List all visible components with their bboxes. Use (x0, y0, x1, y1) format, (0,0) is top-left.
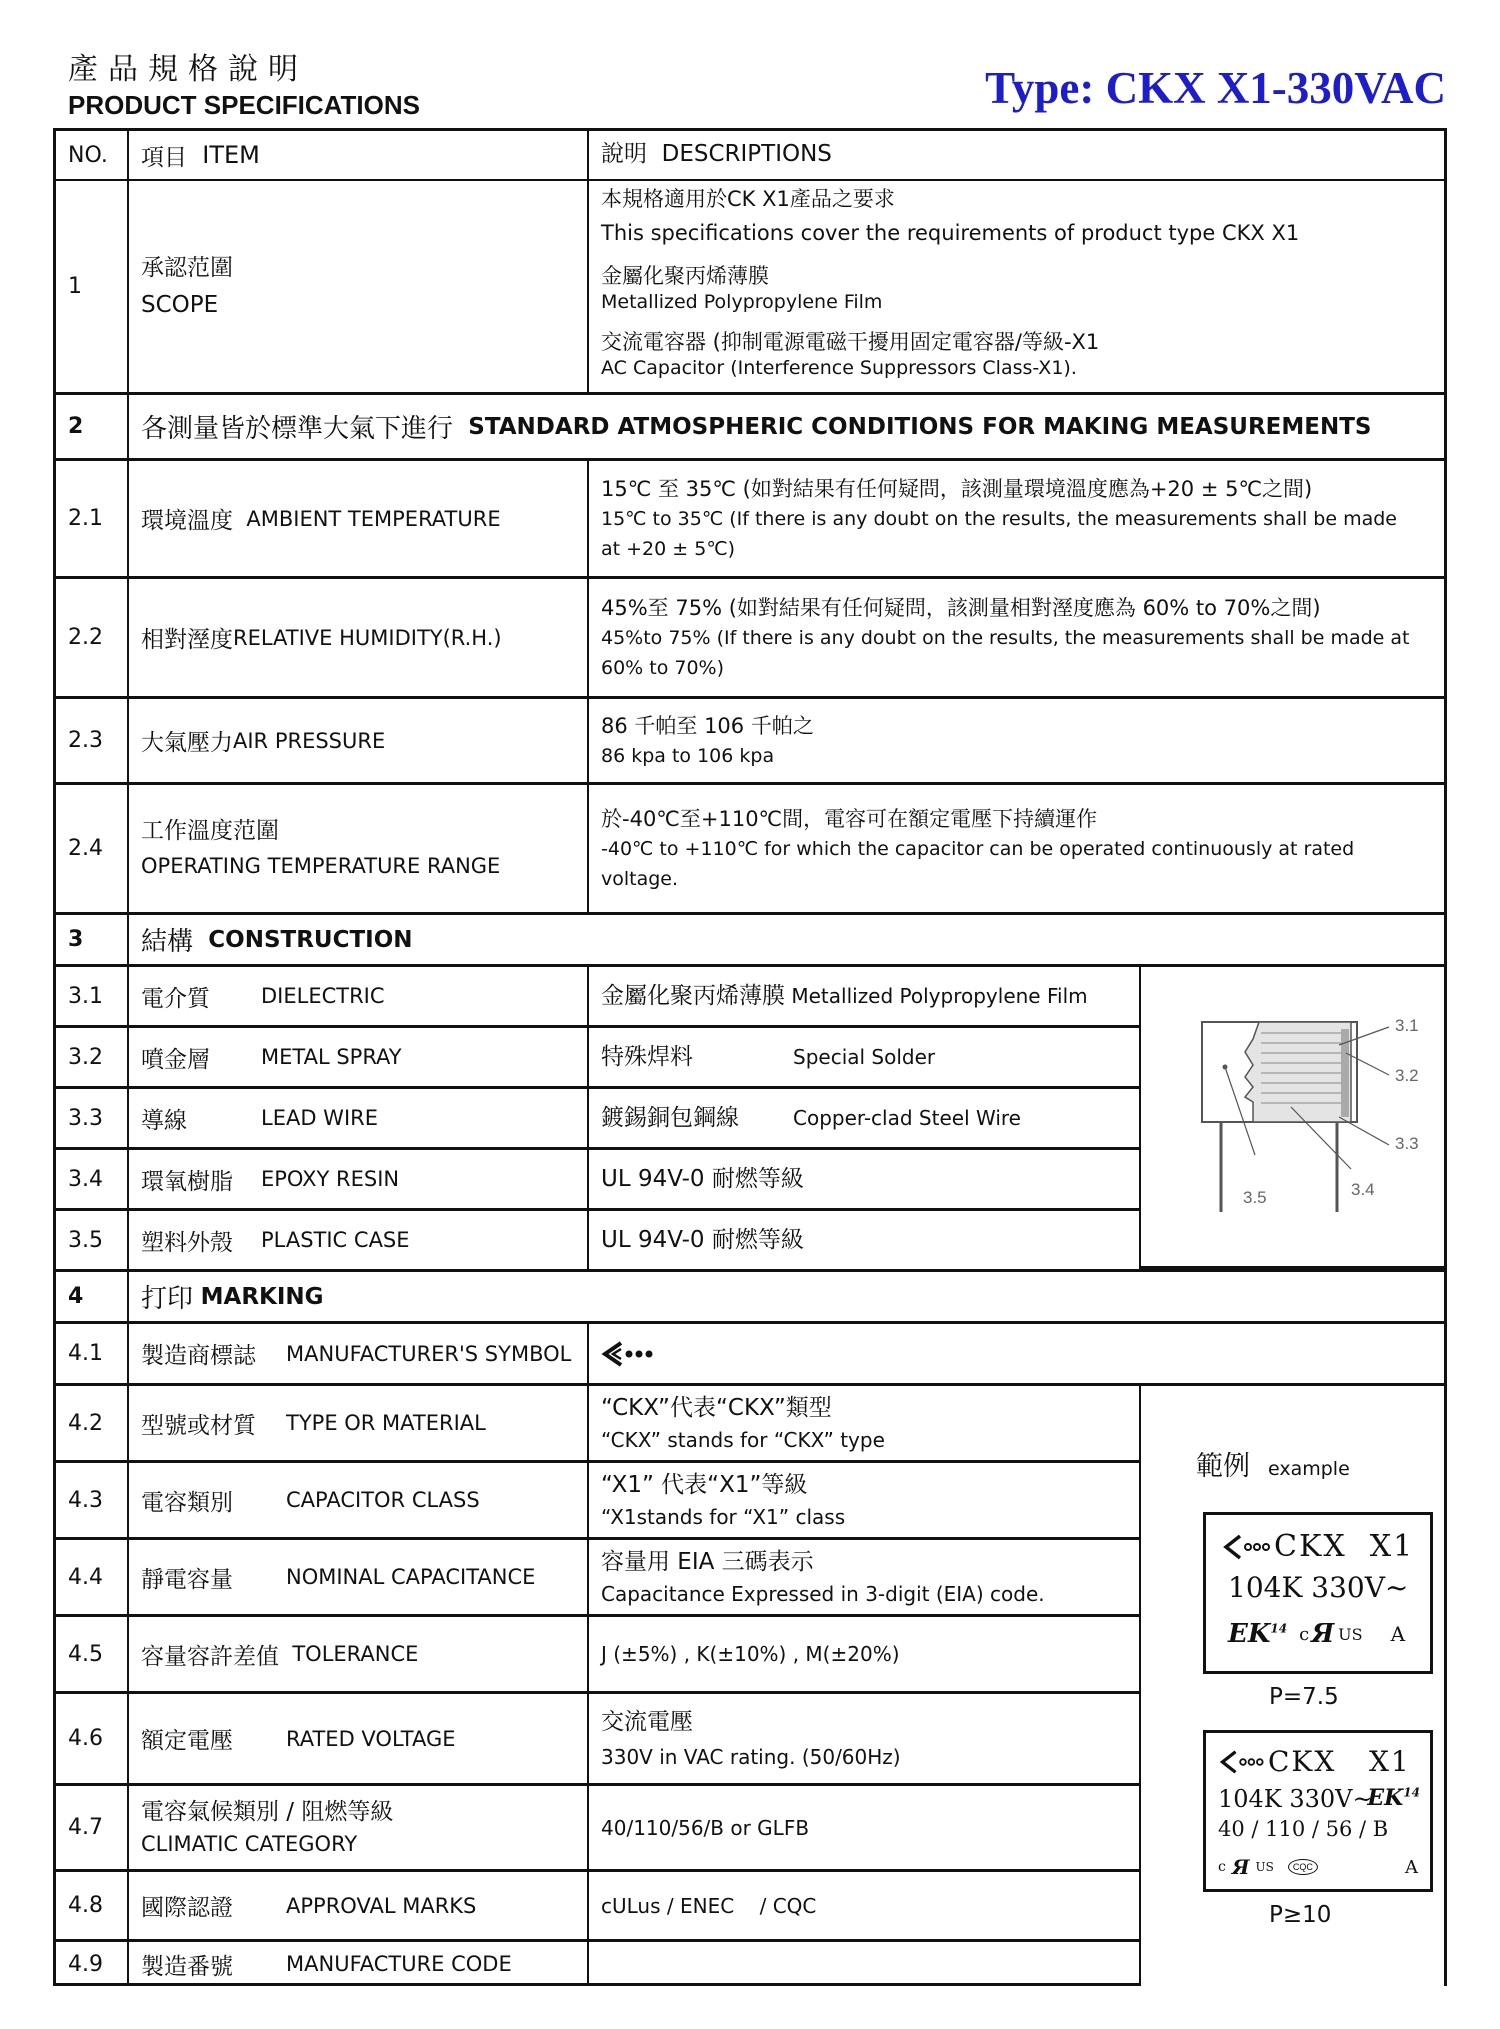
desc-zh: 鍍錫銅包鋼線 (601, 1104, 739, 1131)
item-zh: 環境溫度 (141, 508, 233, 534)
ul-mark-icon: Я (1231, 1855, 1250, 1879)
item-en: LEAD WIRE (261, 1106, 378, 1130)
desc-cell (589, 181, 1444, 392)
desc-header-en: DESCRIPTIONS (661, 141, 832, 168)
table-row (56, 579, 1444, 699)
diagram-label: 3.4 (1351, 1180, 1375, 1199)
section-number: 3 (56, 915, 129, 964)
pitch-p10: P≥10 (1269, 1902, 1332, 1928)
desc-cell (589, 1617, 1141, 1691)
item-zh: 型號或材質 (141, 1412, 256, 1439)
item-en: RATED VOLTAGE (286, 1726, 456, 1751)
item-cell (129, 1463, 589, 1537)
label-capacitance-voltage: 104K 330V~ (1218, 1785, 1373, 1813)
desc-en: Metallized Polypropylene Film (791, 984, 1088, 1008)
desc-cell (589, 461, 1444, 576)
desc-en: 45%to 75% (If there is any doubt on the results, the measurements shall be made at 60% to 70%) (601, 627, 1410, 679)
item-en: MANUFACTURE CODE (286, 1952, 512, 1976)
product-type: Type: CKX X1-330VAC (985, 63, 1446, 113)
label-line-1 (1222, 1529, 1414, 1564)
item-en: RELATIVE HUMIDITY(R.H.) (233, 625, 502, 650)
item-cell (129, 1786, 589, 1869)
desc-zh: UL 94V-0 耐燃等級 (601, 1226, 804, 1253)
desc-zh: 本規格適用於CK X1產品之要求 (601, 187, 895, 211)
label-approval-marks (1228, 1619, 1405, 1649)
desc-zh: “X1” 代表“X1”等級 (601, 1471, 808, 1498)
section-title-zh: 各測量皆於標準大氣下進行 (141, 414, 454, 444)
section-title (129, 395, 1444, 458)
item-en: MANUFACTURER'S SYMBOL (286, 1341, 572, 1366)
item-zh: 承認范圍 (141, 254, 233, 281)
desc-en: cULus / ENEC / CQC (601, 1893, 817, 1918)
section-row (56, 1272, 1444, 1324)
row-number: 3.1 (56, 967, 129, 1025)
item-zh: 導線 (141, 1107, 187, 1134)
enec-mark-icon: EK$^{14}$ (1367, 1785, 1420, 1811)
desc-zh: 交流電容器 (抑制電源電磁干擾用固定電容器/等級-X1 (601, 329, 1100, 354)
construction-diagram (1141, 967, 1444, 1269)
label-capacitance-voltage: 104K 330V~ (1228, 1571, 1409, 1604)
desc-cell (589, 1324, 1444, 1383)
item-cell (129, 579, 589, 696)
item-zh: 電容氣候類別 / 阻燃等級 (141, 1798, 394, 1825)
table-row (56, 1324, 1444, 1386)
item-zh: 塑料外殼 (141, 1229, 233, 1256)
row-number: 4.1 (56, 1324, 129, 1383)
row-number: 2.3 (56, 699, 129, 782)
desc-cell (589, 1942, 1141, 1986)
item-en: NOMINAL CAPACITANCE (286, 1565, 536, 1589)
section-number: 2 (56, 395, 129, 458)
item-cell (129, 1540, 589, 1614)
desc-zh: UL 94V-0 耐燃等級 (601, 1165, 804, 1192)
section-title (129, 1272, 1444, 1321)
manufacturer-logo-icon (1218, 1748, 1268, 1776)
desc-en: This specifications cover the requirements of product type CKX X1 (601, 221, 1300, 246)
row-number: 4.4 (56, 1540, 129, 1614)
item-en: AIR PRESSURE (233, 728, 386, 753)
desc-cell (589, 1028, 1141, 1086)
row-number: 3.2 (56, 1028, 129, 1086)
row-number: 4.5 (56, 1617, 129, 1691)
desc-cell (589, 699, 1444, 782)
title-en: PRODUCT SPECIFICATIONS (68, 90, 420, 120)
item-header-en: ITEM (202, 141, 260, 169)
desc-en: “X1stands for “X1” class (601, 1505, 846, 1530)
desc-zh: 特殊焊料 (601, 1043, 693, 1070)
desc-en: Copper-clad Steel Wire (793, 1106, 1021, 1130)
item-cell (129, 1089, 589, 1147)
manufacturer-logo-icon (1222, 1532, 1274, 1562)
item-zh: 額定電壓 (141, 1728, 233, 1754)
diagram-label: 3.2 (1395, 1066, 1419, 1085)
section-title-en: CONSTRUCTION (208, 926, 413, 953)
label-code-a: A (1390, 1622, 1406, 1646)
item-en: CAPACITOR CLASS (286, 1488, 480, 1512)
desc-en: 40/110/56/B or GLFB (601, 1815, 810, 1840)
desc-en: 330V in VAC rating. (50/60Hz) (601, 1744, 901, 1769)
item-en: TOLERANCE (292, 1642, 419, 1666)
enec-number: 14 (1403, 1785, 1420, 1800)
item-cell (129, 1617, 589, 1691)
desc-cell (589, 1786, 1141, 1869)
diagram-label: 3.5 (1243, 1188, 1267, 1207)
table-header-row (56, 131, 1444, 181)
desc-en: “CKX” stands for “CKX” type (601, 1428, 885, 1453)
row-number: 4.2 (56, 1386, 129, 1460)
item-en: TYPE OR MATERIAL (286, 1411, 486, 1435)
capacitor-cross-section-icon (1141, 967, 1444, 1267)
desc-zh: “CKX”代表“CKX”類型 (601, 1394, 832, 1421)
label-type-class: CKX X1 (1268, 1745, 1411, 1778)
ul-c-mark: c (1299, 1623, 1310, 1645)
label-type-class: CKX X1 (1274, 1529, 1415, 1564)
item-cell (129, 181, 589, 392)
manufacturer-logo-icon (601, 1339, 657, 1369)
enec-number: 14 (1270, 1621, 1288, 1636)
item-zh: 工作溫度范圍 (141, 818, 279, 845)
desc-zh: 於-40℃至+110℃間，電容可在額定電壓下持續運作 (601, 806, 1098, 831)
row-number: 2.2 (56, 579, 129, 696)
label-approval-marks (1218, 1855, 1318, 1879)
desc-cell (589, 1463, 1141, 1537)
desc-en: Special Solder (793, 1045, 936, 1069)
section-title-en: STANDARD ATMOSPHERIC CONDITIONS FOR MAKING MEASUREMENTS (468, 413, 1372, 440)
item-zh: 大氣壓力 (141, 730, 233, 756)
desc-cell (589, 785, 1444, 912)
desc-cell (589, 1089, 1141, 1147)
desc-header-zh: 說明 (601, 141, 647, 168)
desc-cell (589, 1386, 1141, 1460)
table-row (56, 699, 1444, 785)
item-zh: 國際認證 (141, 1895, 233, 1921)
example-title-en: example (1268, 1458, 1350, 1480)
ul-us-mark: US (1255, 1860, 1274, 1874)
desc-cell (589, 967, 1141, 1025)
item-cell (129, 1386, 589, 1460)
item-cell (129, 1211, 589, 1269)
section-title-zh: 結構 (141, 927, 194, 957)
item-cell (129, 461, 589, 576)
section-title (129, 915, 1444, 964)
item-en: METAL SPRAY (261, 1045, 402, 1069)
example-title-zh: 範例 (1196, 1451, 1250, 1482)
item-cell (129, 1872, 589, 1939)
desc-cell (589, 1872, 1141, 1939)
row-number: 1 (56, 181, 129, 392)
spec-table (53, 128, 1447, 1986)
item-en: EPOXY RESIN (261, 1167, 400, 1191)
diagram-label: 3.1 (1395, 1016, 1419, 1035)
example-label-p10 (1203, 1730, 1433, 1892)
item-cell (129, 1028, 589, 1086)
desc-en: -40℃ to +110℃ for which the capacitor can be operated continuously at rated voltage. (601, 838, 1355, 890)
item-cell (129, 1324, 589, 1383)
label-code-a: A (1405, 1857, 1418, 1878)
item-en: CLIMATIC CATEGORY (141, 1832, 358, 1856)
item-zh: 環氧樹脂 (141, 1168, 233, 1195)
ul-us-mark: US (1338, 1624, 1363, 1644)
section-number: 4 (56, 1272, 129, 1321)
section-row (56, 915, 1444, 967)
section-row (56, 395, 1444, 461)
desc-zh: 金屬化聚丙烯薄膜 (601, 263, 769, 288)
ul-c-mark: c (1218, 1859, 1226, 1875)
item-zh: 製造商標誌 (141, 1343, 256, 1369)
item-en: APPROVAL MARKS (286, 1893, 477, 1918)
no-header: NO. (56, 131, 129, 179)
cqc-mark-icon: CQC (1288, 1859, 1318, 1875)
item-en: AMBIENT TEMPERATURE (246, 506, 501, 531)
desc-cell (589, 1694, 1141, 1783)
row-number: 3.3 (56, 1089, 129, 1147)
example-title (1196, 1444, 1350, 1483)
item-cell (129, 1942, 589, 1986)
item-zh: 相對溼度 (141, 627, 233, 653)
desc-en: 86 kpa to 106 kpa (601, 745, 775, 768)
desc-header (589, 131, 1444, 179)
desc-cell (589, 1540, 1141, 1614)
item-header (129, 131, 589, 179)
item-en: OPERATING TEMPERATURE RANGE (141, 854, 501, 879)
row-number: 2.1 (56, 461, 129, 576)
row-number: 4.9 (56, 1942, 129, 1986)
desc-en: 15℃ to 35℃ (If there is any doubt on the results, the measurements shall be made at +20 ± 5℃) (601, 508, 1397, 560)
label-line-1 (1218, 1745, 1411, 1778)
marking-example-panel (1141, 1386, 1444, 1986)
table-row (56, 461, 1444, 579)
desc-en: Metallized Polypropylene Film (601, 291, 883, 314)
title-zh: 產品規格說明 (68, 52, 308, 87)
item-zh: 製造番號 (141, 1953, 233, 1980)
desc-en: Capacitance Expressed in 3-digit (EIA) code. (601, 1582, 1045, 1607)
ul-mark-icon: Я (1311, 1619, 1335, 1649)
item-cell (129, 967, 589, 1025)
item-en: DIELECTRIC (261, 984, 385, 1008)
row-number: 3.5 (56, 1211, 129, 1269)
enec-mark-icon: EK$^{14}$ (1228, 1619, 1288, 1649)
item-cell (129, 1694, 589, 1783)
row-number: 4.8 (56, 1872, 129, 1939)
desc-zh: 15℃ 至 35℃ (如對結果有任何疑問，該測量環境溫度應為+20 ± 5℃之間) (601, 476, 1313, 501)
row-number: 4.7 (56, 1786, 129, 1869)
item-en: PLASTIC CASE (261, 1228, 410, 1252)
row-number: 2.4 (56, 785, 129, 912)
item-zh: 電容類別 (141, 1489, 233, 1516)
label-climatic-category: 40 / 110 / 56 / B (1218, 1817, 1389, 1841)
desc-zh: 金屬化聚丙烯薄膜 (601, 982, 785, 1009)
desc-en: J (±5%) , K(±10%) , M(±20%) (601, 1642, 900, 1666)
table-row (56, 181, 1444, 395)
table-row (56, 785, 1444, 915)
section-title-zh: 打印 (141, 1284, 194, 1314)
desc-zh: 交流電壓 (601, 1709, 693, 1736)
diagram-label: 3.3 (1395, 1134, 1419, 1153)
item-zh: 靜電容量 (141, 1566, 233, 1593)
item-zh: 噴金層 (141, 1046, 210, 1073)
row-number: 4.3 (56, 1463, 129, 1537)
desc-zh: 86 千帕至 106 千帕之 (601, 713, 814, 738)
desc-cell (589, 1211, 1141, 1269)
example-label-p7-5 (1203, 1512, 1433, 1674)
desc-zh: 容量用 EIA 三碼表示 (601, 1548, 814, 1575)
row-number: 4.6 (56, 1694, 129, 1783)
item-en: SCOPE (141, 291, 219, 318)
item-zh: 電介質 (141, 985, 210, 1012)
item-cell (129, 785, 589, 912)
item-zh: 容量容許差值 (141, 1643, 279, 1670)
row-number: 3.4 (56, 1150, 129, 1208)
desc-en: AC Capacitor (Interference Suppressors Class-X1). (601, 357, 1077, 380)
desc-zh: 45%至 75% (如對結果有任何疑問，該測量相對溼度應為 60% to 70%之間) (601, 595, 1321, 620)
item-header-zh: 項目 (141, 144, 187, 171)
pitch-p7-5: P=7.5 (1269, 1684, 1339, 1710)
desc-cell (589, 1150, 1141, 1208)
section-title-en: MARKING (200, 1283, 324, 1310)
item-cell (129, 699, 589, 782)
item-cell (129, 1150, 589, 1208)
desc-cell (589, 579, 1444, 696)
